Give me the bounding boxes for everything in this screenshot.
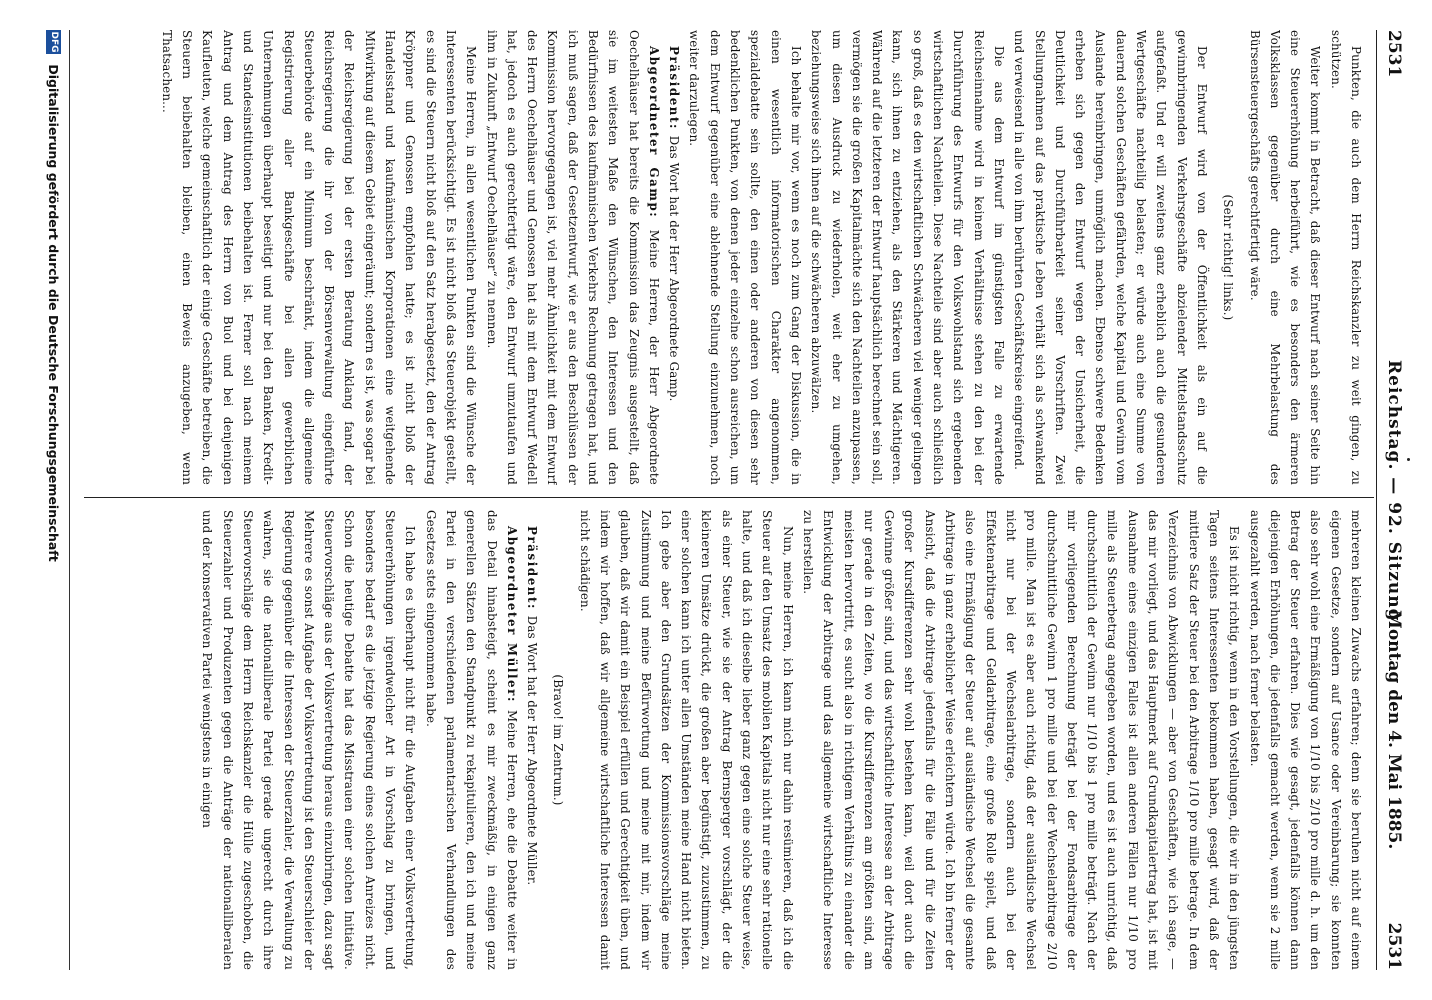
speaker-paragraph: Präsident: Das Wort hat der Herr Abgeordnete Müller. bbox=[525, 526, 540, 886]
speaker-paragraph: Abgeordneter Gamp: Meine Herren, der Herr Abgeordnete Oechelhäuser hat bereits die Kommission das Zeugnis ausgestellt, daß sie im weitesten Maße den Wünschen, den Interessen und den Bedürfnissen des kaufmännischen Verkehrs Rechnung getragen hat, und ich muß sagen, daß der Gesetzentwurf, wie er aus den Beschlüssen der Kommission hervorgegangen ist, viel mehr Ähnlichkeit mit dem Entwurf des Herrn Oechelhäuser und Genossen hat als mit dem Entwurf Wedell hat, jedoch es auch gerechtfertigt wäre, den Entwurf umzutaufen und ihm in Zukunft „Entwurf Oechelhäuser“ zu nennen. bbox=[484, 30, 661, 485]
paragraph: mehreren kleinen Zuwachs erfahren; denn sie beruhen nicht auf einem eigenen Gesetze, sondern auf Usance oder Vereinbarung; sie konnten also sehr wohl eine Ermäßigung von 1/10 bis 2/10 pro mille d. h. um den Betrag der Steuer erfahren. Dies wie gesagt, jedenfalls können dann diejenigen Erhöhungen, die jedenfalls gemacht werden, wenn sie 2 mille ausgezahlt werden, nach ferner belasten. bbox=[1247, 510, 1363, 970]
paragraph: Die aus dem Entwurf im günstigsten Falle zu erwartende Reichseinnahme wird in keinem Verhältnisse stehen zu den bei der Durchführung des Entwurfs für den Volkswohlstand sich ergebenden wirtschaftlichen Nachteilen. Diese Nachteile sind aber auch schließlich so groß, daß es den wirtschaftlichen Schwächeren viel weniger gelingen kann, sich ihnen zu entziehen, als den Stärkeren und Mächtigeren. Während auf die letzteren der Entwurf hauptsächlich berechnet sein soll, vermögen sie die großen Kapitalmächte sich den Nachteilen anzupassen, um diesen Ausdruck zu wiederholen, weit eher zu umgehen, beziehungsweise sich ihnen auf die schwächeren abzuwälzen. bbox=[809, 30, 1006, 485]
right-column bbox=[86, 510, 1366, 970]
speaker-name: Abgeordneter Müller: bbox=[504, 526, 519, 711]
footer bbox=[34, 30, 62, 970]
header-rule bbox=[1376, 30, 1377, 970]
paragraph: Nun, meine Herren, ich kann mich nur dahin resümieren, daß ich die Steuer auf den Umsatz des mobilen Kapitals nicht nur eine sehr rationelle halte, und daß ich dieselbe lieber ganz gegen eine solche Steuer weise, als einer Steuer, wie sie der Antrag Bernsperger vorschlägt, der die kleineren Umsätze drückt, die großen aber begünstigt, zuzustimmen, zu einer solchen kann ich unter allen Umständen meine Hand nicht bieten. Ich gebe aber den Grundsätzen der Kommissionsvorschläge meine Zustimmung und meine Befürwortung und meine mit mir, indem wir glauben, daß wir damit ein Beispiel erfüllen und Gerechtigkeit üben, und indem wir hoffen, daß wir allgemeine wirtschaftliche Interessen damit nicht schädigen. bbox=[577, 510, 795, 970]
session-date: Montag den 4. Mai 1885. bbox=[1384, 610, 1404, 850]
speaker-paragraph: Abgeordneter Müller: Meine Herren, ehe die Debatte weiter in das Detail hinabsteigt, scheint es mir zweckmäßig, in einigen ganz generellen Sätzen den Standpunkt zu rekapitulieren, den ich und meine Partei in den verschiedenen parlamentarischen Verhandlungen des Gesetzes stets eingenommen habe. bbox=[423, 510, 519, 970]
footer-text: Digitalisierung gefördert durch die Deutsche Forschungsgemeinschaft bbox=[46, 64, 61, 562]
page-number-right: 2531 bbox=[1384, 922, 1404, 970]
session-title: Reichstag. — 92. Sitzung. bbox=[1384, 360, 1404, 629]
interjection: (Sehr richtig! links.) bbox=[1221, 194, 1236, 321]
paragraph: Meine Herren, in allen wesentlichen Punkten sind die Wünsche der Interessenten berücksichtigt. Es ist nicht bloß das Steuerobjekt gestellt, es sind die Steuern nicht bloß auf den Satz herabgesetzt, den der Antrag Kröppner und Genossen empfohlen hatte; es ist nicht bloß der Handelsstand und kaufmännischen Korporationen eine weitgehende Mitwirkung auf diesem Gebiet eingeräumt; sondern es ist, was sogar bei der Reichsregierung bei der ersten Beratung Anklang fand, der Reichsregierung die ihr von der Börsenverwaltung eingeführte Steuerbehörde auf ein Minimum beschränkt, indem die allgemeine Registrierung aller Bankgeschäfte bei allen gewerblichen Unternehmungen überhaupt beseitigt und nur bei den Banken, Kredit- und Standesinstitutionen beibehalten ist. Ferner soll nach meinem Antrag und dem Antrag des Herrn von Buol und bei denjenigen Kaufleuten, welche gemeinschaftlich der einige Geschäfte betreiben, die Steuern beibehalten bleiben, einen Beweis anzugeben, wenn Thatsachen... bbox=[159, 30, 479, 485]
paragraph: Punkten, die auch dem Herrn Reichskanzler zu weit gingen, zu schützen. bbox=[1328, 30, 1363, 485]
paragraph: Der Entwurf wird von der Öffentlichkeit als ein auf die gewinnbringenden Verkehrsgeschäfte abzielender Mittelstandsschutz aufgefaßt. Und er will zweitens ganz erheblich auch die gesunderen Wertgeschäfte nachteilig belasten; er würde auch eine Summe von dauernd solchen Geschäften gefährden, welche Kapital und Gewinn vom Auslande hereinbringen, unmöglich machen. Ebenso schwere Bedenken erheben sich gegen den Entwurf wegen der Unsicherheit, die Deutlichkeit und Durchführbarkeit seiner Vorschriften. Zwei Stellungnahmen auf das praktische Leben verhält sich als schwankend und verweisend in alle von ihm berührten Geschäftskreise eingreifend. bbox=[1012, 30, 1209, 485]
paragraph: Ich behalte mir vor, wenn es noch zum Gang der Diskussion, die in einen wesentlich informatorischen Charakter angenommen, spezialdebatte sein sollte, den einen oder anderen von diesen sehr bedenklichen Punkten, von denen jeder einzelne schon ausreichen, um dem Entwurf gegenüber eine ablehnende Stellung einzunehmen, noch weiter darzulegen. bbox=[687, 30, 803, 485]
speaker-name: Abgeordneter Gamp: bbox=[646, 46, 661, 230]
speaker-name: Präsident: bbox=[525, 526, 540, 616]
footer-rule bbox=[69, 30, 70, 970]
paragraph: Es ist nicht richtig, wenn in den Vorstellungen, die wir in den jüngsten Tagen seitens Interessenten bekommen haben, gesagt wird, daß der mittlere Satz der Steuer bei den Arbitrage 1/10 pro mille betrage. In dem Verzeichnis von Abwicklungen — aber von Geschäften, wie ich sage, — das mir vorliegt, und das Hauptmerk auf Grundkapitalertrag hat, ist mit Ausnahme eines einzigen Falles ist allen anderen Fällen nur 1/10 pro mille als Steuerbetrag angegeben worden, und es ist auch unrichtig, daß durchschnittlich der Gewinn nur 1/10 bis 1 pro mille beträgt. Nach der mir vorliegenden Berechnung beträgt bei der Fondsarbitrage der durchschnittliche Gewinn 1 pro mille und bei der Wechselarbitrage 2/10 pro mille. Man ist es aber auch richtig, daß der ausländische Wechsel nicht nur bei der Wechselarbitrage, sondern auch bei der Effektenarbitrage und Geldarbitrage, eine große Rolle spielt, und daß also eine Ermäßigung der Steuer auf ausländische Wechsel die gesamte Arbitrage in ganz erheblicher Weise erleichtern würde. Ich bin ferner der Ansicht, daß die Arbitrage jedenfalls für die Fälle und für die Zeiten großer Kursdifferenzen sehr wohl bestehen kann, weil dort auch die Gewinne größer sind, und das wirtschaftliche Interesse an der Arbitrage nur gerade in den Zeiten, wo die Kursdifferenzen am größten sind, am meisten hervortritt, es sucht also in richtigem Verhältnis zu einander die Entwicklung der Arbitrage und das allgemeine wirtschaftliche Interesse zu herstellen. bbox=[800, 510, 1242, 970]
page-number-left: 2531 bbox=[1384, 30, 1404, 78]
interjection: (Bravo! im Zentrum.) bbox=[551, 674, 566, 806]
speaker-name: Präsident: bbox=[667, 46, 682, 136]
running-header bbox=[1378, 30, 1408, 970]
dfg-logo: DFG bbox=[46, 30, 61, 54]
column-divider bbox=[84, 497, 1374, 498]
left-column bbox=[86, 30, 1366, 485]
speaker-paragraph: Präsident: Das Wort hat der Herr Abgeordnete Gamp. bbox=[667, 46, 682, 402]
paragraph: Weiter kommt in Betracht, daß dieser Entwurf nach seiner Seite hin eine Steuererhöhung herbeiführt, wie es besonders den ärmeren Volksklassen gegenüber durch eine Mehrbelastung des Bürsensteuergeschäfts gerechtfertigt wäre. bbox=[1247, 30, 1323, 485]
paragraph: Ich habe es überhaupt nicht für die Aufgaben einer Volksvertretung, Steuererhöhungen irgendwelcher Art in Vorschlag zu bringen, und besonders bedarf es die jetzige Regierung eines solchen Anreizes nicht. Schon die heutige Debatte hat das Misstrauen einer solchen Initiative. Steuervorschläge aus der Volksvertretung heraus einzubringen, dazu sagt Mehrere es sonst Aufgabe der Volksvertretung ist den Steuerschleier der Regierung gegenüber die Interessen der Steuerzahler, die Verwaltung zu wahren, sie die nationalliberale Partei gerade ungerecht durch ihre Steuervorschläge dem Herrn Reichskanzler die Hülle zugeschoben, die Steuerzahler und Produzenten gegen die Anträge der nationalliberalen und der konservativen Partei wenigstens in einigen bbox=[200, 510, 418, 970]
